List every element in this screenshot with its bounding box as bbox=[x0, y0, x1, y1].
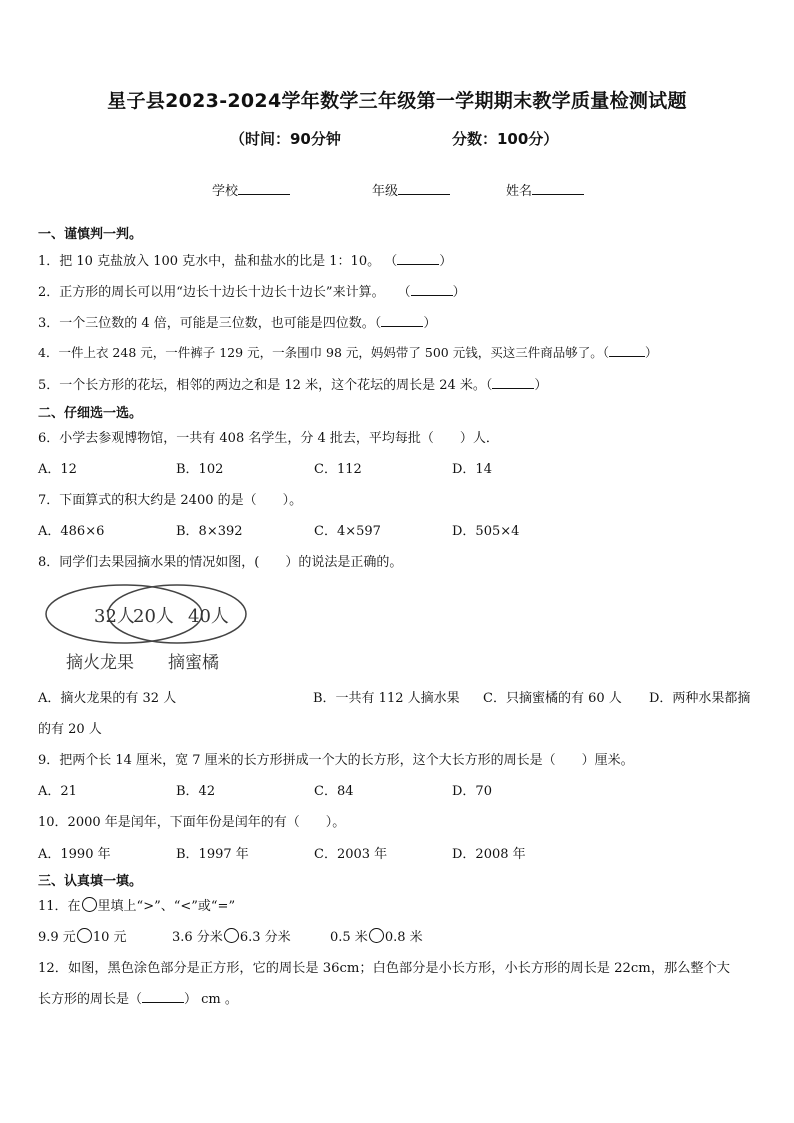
answer-blank[interactable] bbox=[142, 990, 184, 1003]
option-d[interactable]: D．505×4 bbox=[452, 524, 520, 539]
compare-right: 6.3 分米 bbox=[239, 930, 291, 945]
option-d[interactable]: D．70 bbox=[452, 784, 492, 799]
question-text: 长方形的周长是（ bbox=[38, 992, 143, 1007]
option-d[interactable]: D．2008 年 bbox=[452, 847, 526, 862]
compare-left: 3.6 分米 bbox=[172, 930, 223, 945]
option-d[interactable]: D．两种水果都摘 bbox=[649, 691, 751, 706]
compare-circle-input[interactable] bbox=[224, 928, 239, 943]
question-9: 9．把两个长 14 厘米，宽 7 厘米的长方形拼成一个大的长方形，这个大长方形的周长是（ ）厘米。 bbox=[38, 753, 634, 768]
close-paren: ） bbox=[423, 316, 437, 331]
option-a[interactable]: A．486×6 bbox=[38, 524, 105, 539]
answer-blank[interactable] bbox=[609, 344, 645, 357]
option-b[interactable]: B．一共有 112 人摘水果 bbox=[313, 691, 460, 706]
compare-item-3 bbox=[330, 926, 423, 945]
school-field[interactable] bbox=[212, 180, 290, 199]
option-b[interactable]: B．102 bbox=[176, 462, 224, 477]
option-c[interactable]: C．84 bbox=[314, 784, 354, 799]
question-6: 6．小学去参观博物馆，一共有 408 名学生，分 4 批去，平均每批（ ）人． bbox=[38, 431, 499, 446]
grade-blank[interactable] bbox=[398, 182, 450, 195]
question-12-line2 bbox=[38, 988, 238, 1007]
question-text: 4．一件上衣 248 元，一件裤子 129 元，一条围巾 98 元，妈妈带了 500 元钱，买这三件商品够了。（ bbox=[38, 345, 609, 360]
question-3 bbox=[38, 312, 436, 331]
question-text: 11．在 bbox=[38, 899, 81, 914]
compare-item-1 bbox=[38, 926, 127, 945]
school-label: 学校 bbox=[212, 184, 239, 199]
question-8: 8．同学们去果园摘水果的情况如图，( ）的说法是正确的。 bbox=[38, 555, 403, 570]
compare-circle-input[interactable] bbox=[369, 928, 384, 943]
question-text: 3．一个三位数的 4 倍，可能是三位数，也可能是四位数。（ bbox=[38, 316, 382, 331]
question-12: 12．如图，黑色涂色部分是正方形，它的周长是 36cm；白色部分是小长方形，小长方形的周长是 22cm，那么整个大 bbox=[38, 961, 730, 976]
question-1 bbox=[38, 250, 452, 269]
question-7: 7．下面算式的积大约是 2400 的是（ ）。 bbox=[38, 493, 303, 508]
option-d-continued: 的有 20 人 bbox=[38, 722, 102, 737]
question-11 bbox=[38, 895, 235, 914]
answer-blank[interactable] bbox=[411, 283, 453, 296]
compare-left: 0.5 米 bbox=[330, 930, 368, 945]
page-title: 星子县2023-2024学年数学三年级第一学期期末教学质量检测试题 bbox=[107, 90, 687, 112]
venn-right-value: 40人 bbox=[188, 606, 229, 627]
name-label: 姓名 bbox=[506, 184, 533, 199]
option-b[interactable]: B．8×392 bbox=[176, 524, 243, 539]
option-c[interactable]: C．112 bbox=[314, 462, 362, 477]
option-c[interactable]: C．2003 年 bbox=[314, 847, 388, 862]
school-blank[interactable] bbox=[238, 182, 290, 195]
exam-time: （时间：90分钟 bbox=[230, 130, 341, 148]
section-heading-3: 三、认真填一填。 bbox=[38, 874, 143, 889]
grade-field[interactable] bbox=[372, 180, 450, 199]
section-heading-1: 一、谨慎判一判。 bbox=[38, 227, 143, 242]
option-d[interactable]: D．14 bbox=[452, 462, 492, 477]
answer-blank[interactable] bbox=[492, 376, 534, 389]
option-b[interactable]: B．1997 年 bbox=[176, 847, 249, 862]
question-10: 10．2000 年是闰年，下面年份是闰年的有（ ）。 bbox=[38, 815, 346, 830]
compare-circle-input[interactable] bbox=[77, 928, 92, 943]
compare-left: 9.9 元 bbox=[38, 930, 76, 945]
question-text: 2．正方形的周长可以用“边长十边长十边长十边长”来计算。 （ bbox=[38, 285, 411, 300]
venn-diagram bbox=[44, 584, 258, 680]
question-text: 里填上“>”、“<”或“=” bbox=[97, 899, 236, 914]
close-paren: ） bbox=[534, 378, 548, 393]
grade-label: 年级 bbox=[372, 184, 399, 199]
compare-item-2 bbox=[172, 926, 291, 945]
question-2 bbox=[38, 281, 466, 300]
name-blank[interactable] bbox=[532, 182, 584, 195]
question-text: 5．一个长方形的花坛，相邻的两边之和是 12 米，这个花坛的周长是 24 米。（ bbox=[38, 378, 493, 393]
question-5 bbox=[38, 374, 547, 393]
option-c[interactable]: C．4×597 bbox=[314, 524, 381, 539]
option-a[interactable]: A．摘火龙果的有 32 人 bbox=[38, 691, 177, 706]
option-a[interactable]: A．1990 年 bbox=[38, 847, 111, 862]
question-text: ） cm 。 bbox=[184, 992, 238, 1007]
close-paren: ） bbox=[452, 285, 466, 300]
option-b[interactable]: B．42 bbox=[176, 784, 216, 799]
answer-blank[interactable] bbox=[397, 252, 439, 265]
answer-blank[interactable] bbox=[381, 314, 423, 327]
close-paren: ） bbox=[439, 254, 453, 269]
venn-left-label: 摘火龙果 bbox=[66, 653, 134, 673]
option-a[interactable]: A．21 bbox=[38, 784, 77, 799]
circle-icon bbox=[82, 897, 97, 912]
venn-middle-value: 20人 bbox=[133, 606, 174, 627]
name-field[interactable] bbox=[506, 180, 584, 199]
compare-right: 10 元 bbox=[92, 930, 127, 945]
venn-left-value: 32人 bbox=[94, 606, 135, 627]
option-c[interactable]: C．只摘蜜橘的有 60 人 bbox=[483, 691, 622, 706]
question-text: 1．把 10 克盐放入 100 克水中，盐和盐水的比是 1：10。 （ bbox=[38, 254, 398, 269]
venn-right-label: 摘蜜橘 bbox=[168, 653, 219, 673]
close-paren: ） bbox=[644, 345, 658, 360]
section-heading-2: 二、仔细选一选。 bbox=[38, 406, 143, 421]
compare-right: 0.8 米 bbox=[384, 930, 423, 945]
question-4 bbox=[38, 343, 658, 361]
exam-score: 分数：100分） bbox=[452, 130, 559, 148]
option-a[interactable]: A．12 bbox=[38, 462, 77, 477]
